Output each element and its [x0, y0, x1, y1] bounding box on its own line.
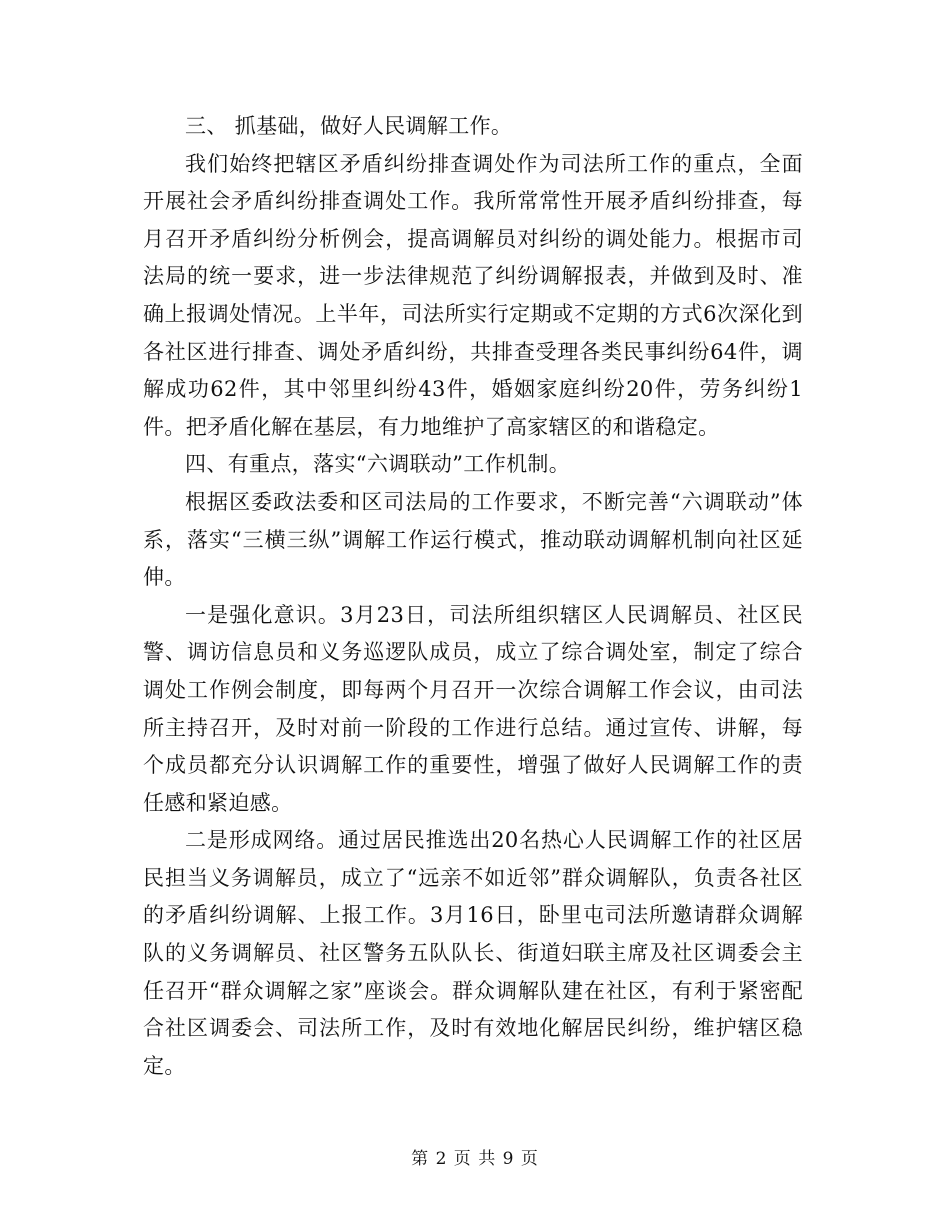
- page-number-footer: 第 2 页 共 9 页: [411, 1149, 539, 1169]
- paragraph-dispute-mediation: 我们始终把辖区矛盾纠纷排查调处作为司法所工作的重点，全面开展社会矛盾纠纷排查调处工作。我所常常性开展矛盾纠纷排查，每月召开矛盾纠纷分析例会，提高调解员对纠纷的调处能力。根据市司法局的统一要求，进一步法律规范了纠纷调解报表，并做到及时、准确上报调处情况。上半年，司法所实行定期或不定期的方式6次深化到各社区进行排查、调处矛盾纠纷，共排查受理各类民事纠纷64件，调解成功62件，其中邻里纠纷43件，婚姻家庭纠纷20件，劳务纠纷1件。把矛盾化解在基层，有力地维护了高家辖区的和谐稳定。: [143, 151, 803, 439]
- section-heading-three: 三、 抓基础，做好人民调解工作。: [185, 114, 513, 138]
- document-body: [143, 108, 803, 1085]
- paragraph-strengthen-awareness: 一是强化意识。3月23日，司法所组织辖区人民调解员、社区民警、调访信息员和义务巡逻队成员，成立了综合调处室，制定了综合调处工作例会制度，即每两个月召开一次综合调解工作会议，由司法所主持召开，及时对前一阶段的工作进行总结。通过宣传、讲解，每个成员都充分认识调解工作的重要性，增强了做好人民调解工作的责任感和紧迫感。: [143, 602, 803, 815]
- paragraph-linkage-system: 根据区委政法委和区司法局的工作要求，不断完善“六调联动”体系，落实“三横三纵”调解工作运行模式，推动联动调解机制向社区延伸。: [143, 489, 803, 590]
- paragraph-form-network: 二是形成网络。通过居民推选出20名热心人民调解工作的社区居民担当义务调解员，成立了“远亲不如近邻”群众调解队，负责各社区的矛盾纠纷调解、上报工作。3月16日，卧里屯司法所邀请群众调解队的义务调解员、社区警务五队队长、街道妇联主席及社区调委会主任召开“群众调解之家”座谈会。群众调解队建在社区，有利于紧密配合社区调委会、司法所工作，及时有效地化解居民纠纷，维护辖区稳定。: [143, 828, 803, 1078]
- section-heading-four: 四、有重点，落实“六调联动”工作机制。: [185, 452, 571, 477]
